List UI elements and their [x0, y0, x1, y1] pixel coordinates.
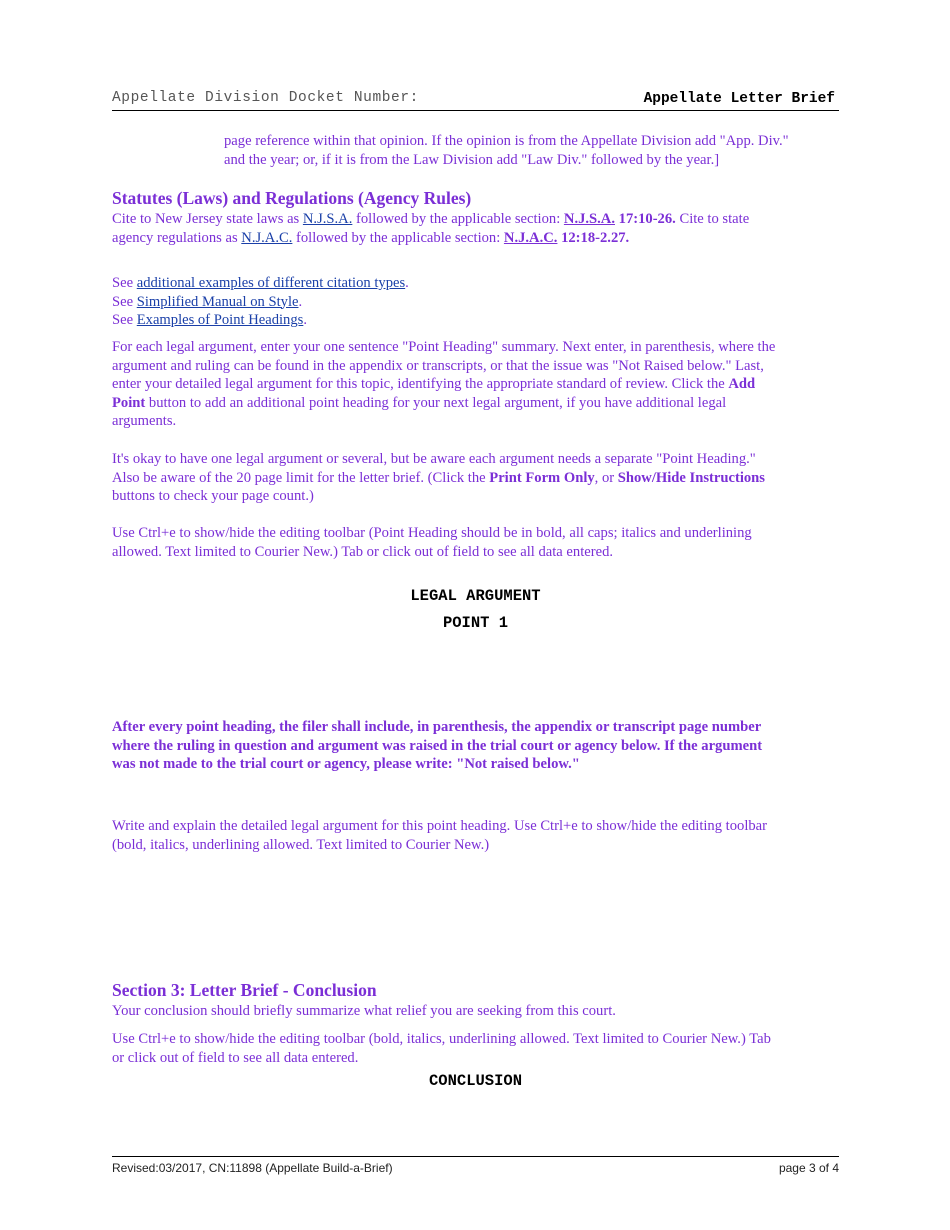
instruction-line: Write and explain the detailed legal argument for this point heading. Use Ctrl+e to show/hide the editing toolbar — [112, 818, 768, 834]
see-prefix: See — [112, 275, 137, 291]
njsa-example-section: 17:10-26. — [615, 211, 676, 227]
document-title: Appellate Letter Brief — [643, 91, 835, 107]
conclusion-toolbar-instructions — [112, 1030, 771, 1067]
intro-line: and the year; or, if it is from the Law Division add "Law Div." followed by the year.] — [224, 151, 720, 168]
instruction-line: For each legal argument, enter your one sentence "Point Heading" summary. Next enter, in parenthesis, where the — [112, 339, 776, 355]
statutes-text: followed by the applicable section: — [292, 229, 504, 246]
see-prefix: See — [112, 312, 137, 329]
see-link-item — [112, 293, 409, 312]
instruction-line: Use Ctrl+e to show/hide the editing toolbar (Point Heading should be in bold, all caps; italics and underlining — [112, 525, 752, 541]
point-heading-field[interactable] — [112, 640, 839, 710]
statutes-instructions — [112, 210, 749, 247]
statutes-heading: Statutes (Laws) and Regulations (Agency Rules) — [112, 188, 472, 208]
page-header — [112, 90, 839, 111]
instruction-line: It's okay to have one legal argument or several, but be aware each argument needs a separate "Point Heading." — [112, 451, 756, 467]
add-point-label: Add — [728, 376, 756, 393]
see-suffix: . — [303, 312, 307, 329]
case-citation-instruction-continued — [224, 132, 789, 169]
page-footer — [112, 1156, 839, 1179]
njsa-section-link[interactable]: N.J.S.A. — [563, 211, 615, 227]
see-link-item — [112, 311, 409, 330]
legal-argument-field[interactable] — [112, 862, 839, 972]
instruction-line: Your conclusion should briefly summarize what relief you are seeking from this court. — [112, 1003, 616, 1019]
legal-argument-instructions — [112, 817, 767, 854]
statutes-text: agency regulations as — [112, 229, 242, 246]
instruction-line — [112, 375, 775, 394]
instruction-line: buttons to check your page count.) — [112, 488, 314, 505]
print-form-only-label: Print Form Only — [489, 469, 595, 486]
statutes-line-2 — [112, 229, 749, 248]
conclusion-instructions — [112, 1002, 616, 1021]
see-prefix: See — [112, 293, 137, 310]
point-heading-instructions — [112, 338, 775, 431]
instruction-line: or click out of field to see all data entered. — [112, 1049, 359, 1066]
njac-section-link[interactable]: N.J.A.C. — [503, 229, 558, 246]
revision-info: Revised:03/2017, CN:11898 (Appellate Build-a-Brief) — [112, 1161, 393, 1175]
record-citation-field[interactable] — [112, 780, 839, 816]
citation-examples-link[interactable]: additional examples of different citation types — [136, 275, 406, 291]
instruction-text: button to add an additional point heading for your next legal argument, if you have additional legal — [145, 394, 727, 411]
manual-on-style-link[interactable]: Simplified Manual on Style — [136, 293, 299, 310]
instruction-line: arguments. — [112, 413, 177, 430]
show-hide-instructions-label: Show/Hide Instructions — [617, 469, 765, 486]
see-suffix: . — [298, 293, 303, 310]
see-link-item — [112, 274, 409, 293]
editing-toolbar-instructions — [112, 524, 752, 561]
point-headings-examples-link[interactable]: Examples of Point Headings — [136, 312, 304, 329]
njsa-link[interactable]: N.J.S.A. — [302, 211, 353, 227]
instruction-line: where the ruling in question and argument was raised in the trial court or agency below. If the argument — [112, 737, 763, 754]
conclusion-title: CONCLUSION — [428, 1072, 522, 1090]
section-3-heading: Section 3: Letter Brief - Conclusion — [112, 980, 377, 1000]
instruction-line — [112, 469, 765, 488]
conclusion-field[interactable] — [112, 1096, 839, 1150]
statutes-text: Cite to New Jersey state laws as — [112, 211, 303, 227]
instruction-text: , or — [594, 469, 618, 486]
njac-link[interactable]: N.J.A.C. — [241, 229, 293, 246]
instruction-line: Use Ctrl+e to show/hide the editing toolbar (bold, italics, underlining allowed. Text limited to Courier New.) Tab — [112, 1031, 771, 1047]
instruction-line: was not made to the trial court or agency, please write: "Not raised below." — [112, 756, 580, 773]
instruction-text: enter your detailed legal argument for this topic, identifying the appropriate standard of review. Click the — [112, 376, 729, 393]
instruction-line: After every point heading, the filer shall include, in parenthesis, the appendix or transcript page number — [112, 719, 762, 735]
statutes-line-1 — [112, 210, 749, 229]
record-citation-instructions — [112, 718, 762, 774]
intro-line: page reference within that opinion. If the opinion is from the Appellate Division add "App. Div." — [224, 133, 789, 149]
docket-number-label: Appellate Division Docket Number: — [112, 90, 419, 106]
point-heading-number: POINT 1 — [442, 614, 509, 632]
njac-example-section: 12:18-2.27. — [557, 229, 630, 246]
legal-argument-title: LEGAL ARGUMENT — [410, 587, 541, 605]
statutes-text: followed by the applicable section: — [352, 211, 564, 227]
see-suffix: . — [405, 275, 409, 291]
instruction-line: (bold, italics, underlining allowed. Text limited to Courier New.) — [112, 836, 490, 853]
see-links-list — [112, 274, 409, 330]
instruction-line: argument and ruling can be found in the appendix or transcripts, or that the issue was "Not Raised below." Last, — [112, 357, 764, 374]
statutes-text: Cite to state — [675, 211, 750, 227]
instruction-text: Also be aware of the 20 page limit for the letter brief. (Click the — [112, 469, 490, 486]
instruction-line — [112, 394, 775, 413]
page-limit-instructions — [112, 450, 765, 506]
page-number: page 3 of 4 — [778, 1161, 839, 1175]
add-point-label: Point — [112, 394, 146, 411]
instruction-line: allowed. Text limited to Courier New.) Tab or click out of field to see all data entered. — [112, 543, 614, 560]
